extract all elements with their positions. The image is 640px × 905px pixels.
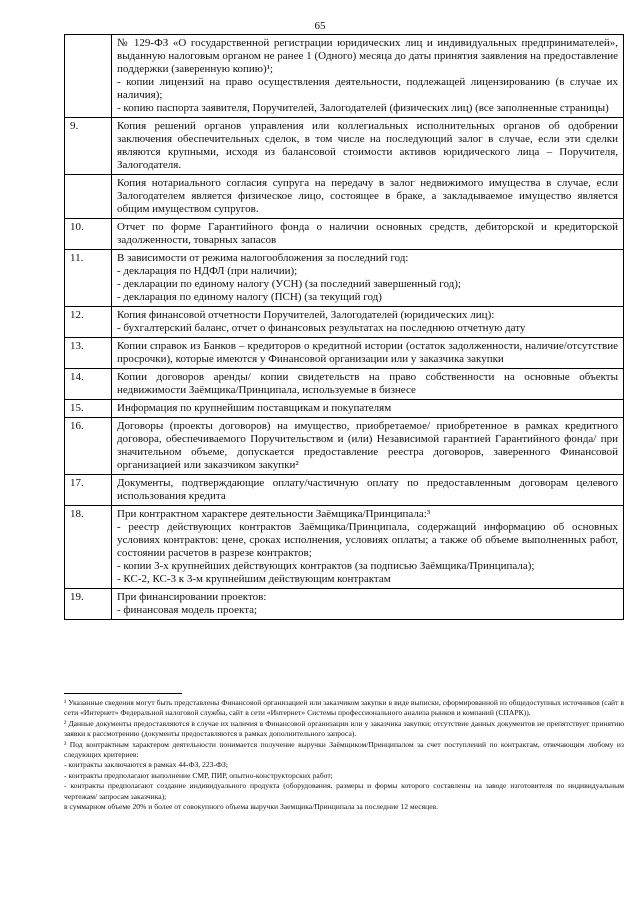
- row-number: 13.: [65, 338, 112, 369]
- table-row: [65, 175, 624, 219]
- row-number: 16.: [65, 418, 112, 475]
- table-row: [65, 118, 624, 175]
- footnote-line: ³ Под контрактным характером деятельности понимается получение выручки Заёмщиком/Принципалом за счет поступлений по контрактам, отвечающим любому из следующих критериев:: [64, 739, 624, 760]
- row-number: 17.: [65, 475, 112, 506]
- row-text-line: Копии справок из Банков – кредиторов о кредитной истории (остаток задолженности, наличие/отсутствие просрочки), которые имеются у Финансовой организации или у заказчика закупки: [117, 340, 618, 365]
- row-content: [112, 589, 624, 620]
- row-number: 11.: [65, 250, 112, 307]
- footnote-divider: [64, 693, 182, 694]
- row-text-line: № 129-ФЗ «О государственной регистрации юридических лиц и индивидуальных предпринимателей», выданную налоговым органом не ранее 1 (Одного) месяца до даты принятия заявления на предоставление поддержки (заверенную копию)¹;: [117, 37, 618, 75]
- table-row: [65, 250, 624, 307]
- table-row: [65, 400, 624, 418]
- row-number: 10.: [65, 219, 112, 250]
- document-table: [64, 34, 624, 620]
- row-content: [112, 400, 624, 418]
- row-text-line: Документы, подтверждающие оплату/частичную оплату по предоставленным договорам целевого использования кредита: [117, 477, 618, 502]
- row-text-line: - бухгалтерский баланс, отчет о финансовых результатах на последнюю отчетную дату: [117, 322, 526, 334]
- footnote-line: - контракты предполагают создание индивидуального продукта (оборудования, размеры и формы которого составлены на заводе изготовителя по индивидуальным чертежам/ запросам заказчика);: [64, 781, 624, 801]
- row-text-line: - копию паспорта заявителя, Поручителей, Залогодателей (физических лиц) (все заполненные страницы): [117, 102, 609, 114]
- row-number: 18.: [65, 506, 112, 589]
- row-content: [112, 219, 624, 250]
- table-row: [65, 475, 624, 506]
- table-row: [65, 418, 624, 475]
- row-text-line: - декларации по единому налогу (УСН) (за последний завершенный год);: [117, 278, 461, 290]
- row-number: 19.: [65, 589, 112, 620]
- row-content: [112, 475, 624, 506]
- row-content: [112, 338, 624, 369]
- row-text-line: При финансировании проектов:: [117, 591, 267, 603]
- table-row: [65, 219, 624, 250]
- row-content: [112, 35, 624, 118]
- table-row: [65, 35, 624, 118]
- row-text-line: Копия нотариального согласия супруга на передачу в залог недвижимого имущества в случае, если Залогодателем является физическое лицо, состоящее в браке, а закладываемое имущество является общим имуществом супругов.: [117, 177, 618, 215]
- footnotes-section: [64, 693, 624, 812]
- row-text-line: Копия решений органов управления или коллегиальных исполнительных органов об одобрении заключения обеспечительных сделок, в том числе на последующий залог в случае, если эти сделки являются крупными, исходя из балансовой стоимости активов юридического лица – Поручителя, Залогодателя.: [117, 120, 618, 171]
- row-text-line: Договоры (проекты договоров) на имущество, приобретаемое/ приобретенное в рамках кредитного договора, обеспечиваемого Поручительством и (или) Независимой гарантией Гарантийного фонда/ при значительном объеме, допускается предоставление реестра договоров, заверенного Финансовой организацией или заказчиком закупки²: [117, 420, 618, 471]
- row-content: [112, 307, 624, 338]
- row-number: [65, 35, 112, 118]
- table-row: [65, 506, 624, 589]
- row-number: 15.: [65, 400, 112, 418]
- row-text-line: - финансовая модель проекта;: [117, 604, 258, 616]
- footnote-line: в суммарном объеме 20% и более от совокупного объема выручки Заемщика/Принципала за последние 12 месяцев.: [64, 802, 439, 812]
- page-number: 65: [314, 20, 326, 32]
- footnote-line: - контракты предполагают выполнение СМР, ПИР, опытно-конструкторских работ;: [64, 770, 333, 780]
- footnote-line: ² Данные документы предоставляются в случае их наличия в Финансовой организации или у заказчика закупки; отсутствие данных документов не препятствует принятию заявки к рассмотрению (документы предоставляются в рамках дополнительного запроса).: [64, 718, 624, 739]
- row-text-line: - копии 3-х крупнейших действующих контрактов (за подписью Заёмщика/Принципала);: [117, 560, 535, 572]
- row-content: [112, 175, 624, 219]
- row-text-line: Копия финансовой отчетности Поручителей, Залогодателей (юридических лиц):: [117, 309, 495, 321]
- footnote-line: ¹ Указанные сведения могут быть представлены Финансовой организацией или заказчиком закупки в виде выписки, сформированной из общедоступных источников (сайт в сети «Интернет» Федеральной налоговой службы, сайт в сети «Интернет» Системы профессионального анализа рынков и компаний (СПАРК)).: [64, 698, 624, 718]
- row-text-line: - копии лицензий на право осуществления деятельности, подлежащей лицензированию (в случае их наличия);: [117, 76, 618, 101]
- document-table-body: [65, 35, 624, 620]
- row-number: 12.: [65, 307, 112, 338]
- table-row: [65, 338, 624, 369]
- row-text-line: В зависимости от режима налогообложения за последний год:: [117, 252, 409, 264]
- row-text-line: Отчет по форме Гарантийного фонда о наличии основных средств, дебиторской и кредиторской задолженности, товарных запасов: [117, 221, 618, 246]
- row-number: 9.: [65, 118, 112, 175]
- row-number: 14.: [65, 369, 112, 400]
- row-content: [112, 369, 624, 400]
- row-text-line: Информация по крупнейшим поставщикам и покупателям: [117, 402, 392, 414]
- row-text-line: Копии договоров аренды/ копии свидетельств на право собственности на основные объекты недвижимости Заёмщика/Принципала, используемые в бизнесе: [117, 371, 618, 396]
- row-text-line: - декларация по НДФЛ (при наличии);: [117, 265, 298, 277]
- row-text-line: При контрактном характере деятельности Заёмщика/Принципала:³: [117, 508, 431, 520]
- table-row: [65, 589, 624, 620]
- table-row: [65, 369, 624, 400]
- footnote-line: - контракты заключаются в рамках 44-ФЗ, 223-ФЗ;: [64, 760, 228, 770]
- row-content: [112, 118, 624, 175]
- table-row: [65, 307, 624, 338]
- row-content: [112, 506, 624, 589]
- row-content: [112, 418, 624, 475]
- row-text-line: - КС-2, КС-3 к 3-м крупнейшим действующим контрактам: [117, 573, 391, 585]
- row-text-line: - декларация по единому налогу (ПСН) (за текущий год): [117, 291, 382, 303]
- row-number: [65, 175, 112, 219]
- row-content: [112, 250, 624, 307]
- row-text-line: - реестр действующих контрактов Заёмщика/Принципала, содержащий информацию об основных условиях контрактов: цене, сроках исполнения, условиях оплаты; а также об объеме выполненных работ, состоянии расчетов в разрезе контрактов;: [117, 521, 618, 559]
- footnotes-list: [64, 698, 624, 812]
